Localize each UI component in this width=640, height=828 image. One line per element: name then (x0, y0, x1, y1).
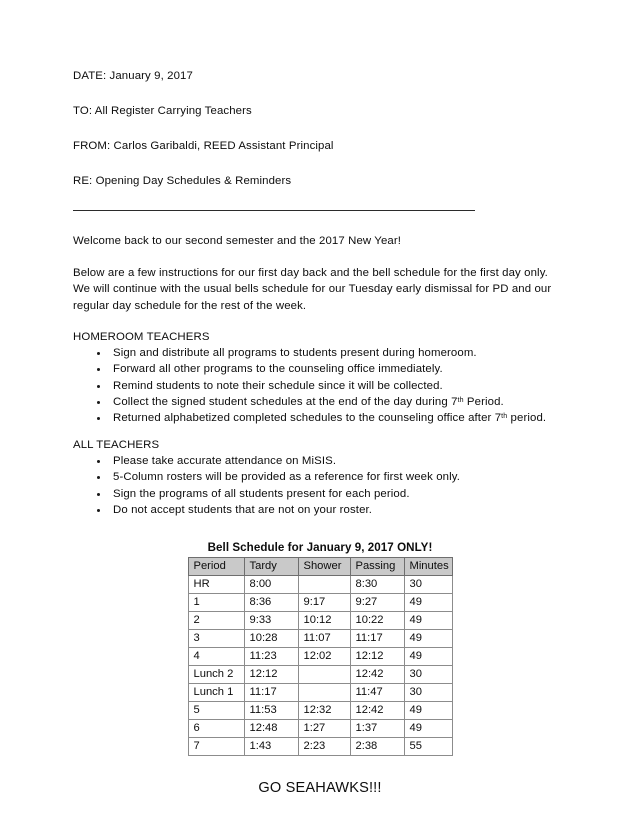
column-header-tardy: Tardy (244, 558, 298, 576)
table-cell: 10:12 (298, 612, 350, 630)
table-cell: 12:02 (298, 648, 350, 666)
all-teachers-bullet-item: Sign the programs of all students present for each period. (73, 486, 567, 502)
table-cell: 49 (404, 648, 452, 666)
table-cell: 11:07 (298, 630, 350, 648)
homeroom-bullet-item: Returned alphabetized completed schedules to the counseling office after 7th period. (73, 410, 567, 426)
spacer (73, 756, 567, 778)
table-cell: 10:28 (244, 630, 298, 648)
table-cell: 1:27 (298, 720, 350, 738)
memo-to-line: TO: All Register Carrying Teachers (73, 105, 252, 117)
table-cell: 12:42 (350, 666, 404, 684)
table-cell: 10:22 (350, 612, 404, 630)
table-cell: 9:33 (244, 612, 298, 630)
table-cell: 55 (404, 738, 452, 756)
table-cell: 2 (188, 612, 244, 630)
table-cell: Lunch 2 (188, 666, 244, 684)
table-cell: 49 (404, 594, 452, 612)
ordinal-suffix: th (501, 413, 508, 421)
spacer (73, 211, 567, 233)
table-cell: 8:36 (244, 594, 298, 612)
column-header-passing: Passing (350, 558, 404, 576)
memo-date-line: DATE: January 9, 2017 (73, 70, 193, 82)
table-cell: 11:17 (350, 630, 404, 648)
table-row (188, 576, 452, 594)
table-row (188, 630, 452, 648)
bell-schedule-header (188, 558, 452, 576)
table-cell: 4 (188, 648, 244, 666)
homeroom-bullet-item: Collect the signed student schedules at the end of the day during 7th Period. (73, 394, 567, 410)
table-row (188, 684, 452, 702)
table-cell: 11:17 (244, 684, 298, 702)
all-teachers-bullet-item: 5-Column rosters will be provided as a reference for first week only. (73, 469, 567, 485)
table-cell: 8:00 (244, 576, 298, 594)
homeroom-teachers-list (73, 345, 567, 427)
homeroom-bullet-item: Remind students to note their schedule since it will be collected. (73, 378, 567, 394)
table-cell: 11:23 (244, 648, 298, 666)
table-cell: 2:23 (298, 738, 350, 756)
homeroom-bullet-item: Forward all other programs to the counseling office immediately. (73, 361, 567, 377)
table-cell: 30 (404, 684, 452, 702)
table-cell: 3 (188, 630, 244, 648)
memo-re-line: RE: Opening Day Schedules & Reminders (73, 175, 292, 187)
cheer-text: GO SEAHAWKS!!! (258, 780, 382, 797)
all-teachers-bullet-item: Please take accurate attendance on MiSIS. (73, 453, 567, 469)
column-header-period: Period (188, 558, 244, 576)
table-cell: 49 (404, 612, 452, 630)
greeting-paragraph: Welcome back to our second semester and the 2017 New Year! (73, 235, 402, 247)
table-cell: 1:43 (244, 738, 298, 756)
table-header-row (188, 558, 452, 576)
table-cell (298, 666, 350, 684)
table-row (188, 612, 452, 630)
table-cell: 12:42 (350, 702, 404, 720)
bell-schedule-body (188, 576, 452, 756)
table-row (188, 738, 452, 756)
spacer (73, 518, 567, 540)
column-header-minutes: Minutes (404, 558, 452, 576)
memo-header (73, 70, 567, 211)
table-cell: 12:48 (244, 720, 298, 738)
table-cell: 9:17 (298, 594, 350, 612)
homeroom-bullet-item: Sign and distribute all programs to students present during homeroom. (73, 345, 567, 361)
table-cell: 11:47 (350, 684, 404, 702)
table-cell: 49 (404, 720, 452, 738)
table-cell: 1 (188, 594, 244, 612)
table-row (188, 702, 452, 720)
table-cell: 12:12 (350, 648, 404, 666)
table-cell (298, 576, 350, 594)
spacer (73, 427, 567, 438)
table-row (188, 594, 452, 612)
table-row (188, 666, 452, 684)
table-cell (298, 684, 350, 702)
table-cell: Lunch 1 (188, 684, 244, 702)
table-row (188, 720, 452, 738)
intro-paragraph: Below are a few instructions for our first day back and the bell schedule for the first day only. We will continue with the usual bells schedule for our Tuesday early dismissal for PD and our regular day schedule for the rest of the week. (73, 267, 552, 312)
table-cell: 12:12 (244, 666, 298, 684)
all-teachers-list (73, 453, 567, 519)
bell-schedule-table (188, 557, 453, 756)
table-cell: 49 (404, 702, 452, 720)
table-cell: 6 (188, 720, 244, 738)
table-cell: 8:30 (350, 576, 404, 594)
memo-from-line: FROM: Carlos Garibaldi, REED Assistant Principal (73, 140, 334, 152)
spacer (73, 249, 567, 265)
table-cell: 7 (188, 738, 244, 756)
table-cell: 49 (404, 630, 452, 648)
table-row (188, 648, 452, 666)
table-cell: 12:32 (298, 702, 350, 720)
all-teachers-heading: ALL TEACHERS (73, 438, 160, 451)
table-cell: 30 (404, 576, 452, 594)
table-cell: 30 (404, 666, 452, 684)
spacer (73, 314, 567, 330)
bell-schedule-title: Bell Schedule for January 9, 2017 ONLY! (207, 541, 433, 555)
column-header-shower: Shower (298, 558, 350, 576)
table-cell: 1:37 (350, 720, 404, 738)
table-cell: HR (188, 576, 244, 594)
homeroom-teachers-heading: HOMEROOM TEACHERS (73, 330, 210, 343)
table-cell: 11:53 (244, 702, 298, 720)
all-teachers-bullet-item: Do not accept students that are not on your roster. (73, 502, 567, 518)
table-cell: 5 (188, 702, 244, 720)
table-cell: 9:27 (350, 594, 404, 612)
bell-schedule-block (73, 540, 567, 756)
table-cell: 2:38 (350, 738, 404, 756)
ordinal-suffix: th (457, 396, 464, 404)
